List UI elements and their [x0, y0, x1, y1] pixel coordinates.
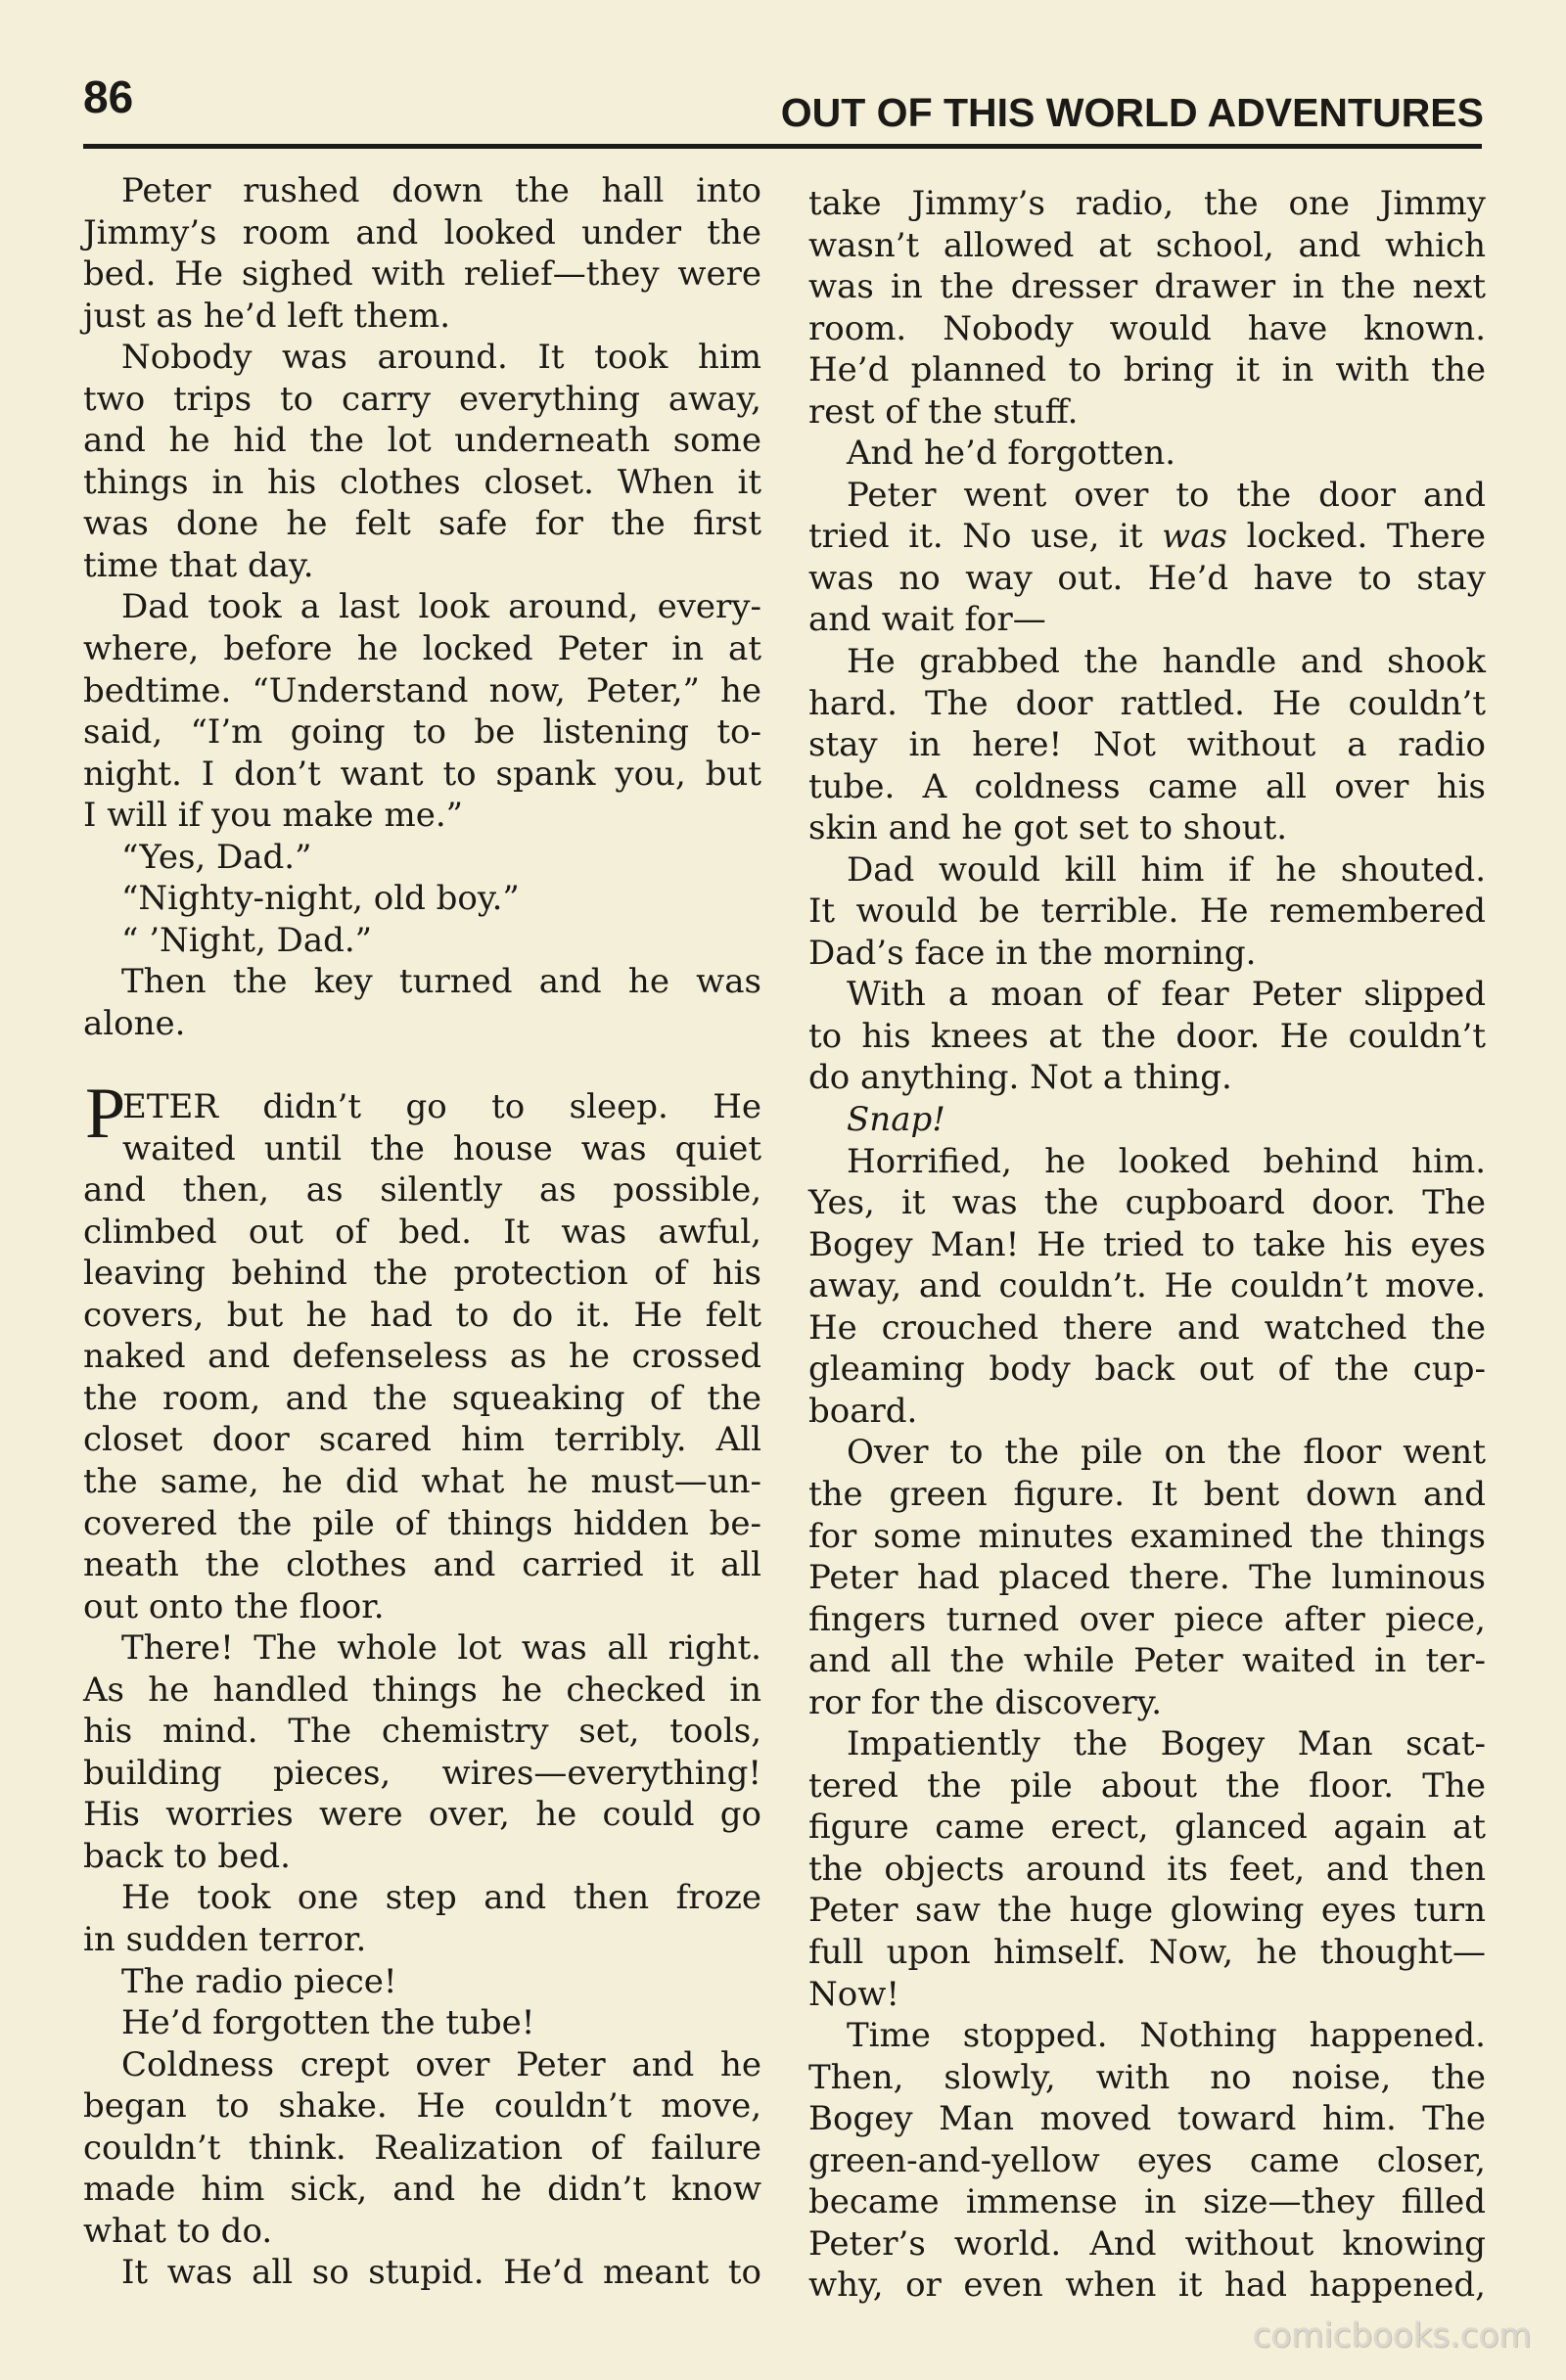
- paragraph: [83, 1961, 761, 2003]
- text-segment: locked. There: [1227, 517, 1486, 557]
- paragraph: [808, 849, 1486, 975]
- paragraph: [83, 1074, 761, 1627]
- text-segment: tried it. No use, it: [808, 517, 1163, 557]
- text-line: naked and defenseless as he crossed: [83, 1337, 761, 1377]
- paragraph: [808, 183, 1486, 433]
- text-line: away, and couldn’t. He couldn’t move.: [808, 1266, 1486, 1306]
- text-line: There! The whole lot was all right.: [121, 1628, 761, 1669]
- paragraph: [808, 974, 1486, 1099]
- text-line: ror for the discovery.: [808, 1682, 1163, 1722]
- paragraph: [83, 878, 761, 920]
- paragraph: [808, 1141, 1486, 1433]
- text-line: two trips to carry everything away,: [83, 379, 761, 419]
- text-line: the same, he did what he must—un-: [83, 1461, 761, 1501]
- text-line: why, or even when it had happened,: [808, 2266, 1486, 2306]
- paragraph: [83, 2252, 761, 2294]
- text-line: rest of the stuff.: [808, 391, 1079, 432]
- text-line: Bogey Man moved toward him. The: [808, 2099, 1486, 2139]
- text-line: couldn’t think. Realization of failure: [83, 2128, 761, 2168]
- text-line: things in his clothes closet. When it: [83, 462, 761, 502]
- text-line: bed. He sighed with relief—they were: [83, 254, 761, 295]
- paragraph: [808, 1432, 1486, 1723]
- text-line: became immense in size—they filled: [808, 2182, 1486, 2222]
- text-line: Peter’s world. And without knowing: [808, 2223, 1486, 2264]
- paragraph: [83, 920, 761, 962]
- drop-cap: P: [85, 1074, 126, 1155]
- text-line: out onto the floor.: [83, 1586, 385, 1626]
- text-line: was no way out. He’d have to stay: [808, 558, 1486, 598]
- text-line: and wait for—: [808, 600, 1046, 640]
- italic-text: was: [1162, 517, 1227, 557]
- text-line: He’d planned to bring it in with the: [808, 350, 1486, 390]
- text-line: tered the pile about the floor. The: [808, 1765, 1486, 1806]
- text-line: figure came erect, glanced again at: [808, 1808, 1486, 1848]
- text-line: With a moan of fear Peter slipped: [847, 975, 1486, 1015]
- text-line: It would be terrible. He remembered: [808, 892, 1486, 932]
- text-line: stay in here! Not without a radio: [808, 725, 1486, 765]
- text-line: [808, 1099, 1486, 1141]
- text-line: Bogey Man! He tried to take his eyes: [808, 1224, 1486, 1264]
- text-line: alone.: [83, 1003, 186, 1043]
- text-line: The radio piece!: [121, 1961, 397, 2001]
- text-line: do anything. Not a thing.: [808, 1058, 1232, 1098]
- text-line: Dad would kill him if he shouted.: [847, 849, 1486, 890]
- text-line: night. I don’t want to spank you, but: [83, 754, 761, 794]
- paragraph: [83, 337, 761, 586]
- paragraph: [808, 1099, 1486, 1141]
- text-line: the room, and the squeaking of the: [83, 1378, 761, 1418]
- paragraph: [808, 2015, 1486, 2307]
- text-line: just as he’d left them.: [83, 296, 451, 336]
- text-line: It was all so stupid. He’d meant to: [121, 2253, 761, 2293]
- text-line: and then, as silently as possible,: [83, 1170, 761, 1211]
- text-line: closet door scared him terribly. All: [83, 1420, 761, 1460]
- text-line: Coldness crept over Peter and he: [121, 2044, 761, 2084]
- text-line: wasn’t allowed at school, and which: [808, 225, 1486, 265]
- text-line: time that day.: [83, 545, 314, 585]
- paragraph: [83, 586, 761, 836]
- paragraph: [83, 2002, 761, 2044]
- text-line: “Nighty-night, old boy.”: [121, 879, 520, 919]
- italic-text: Snap!: [847, 1100, 945, 1140]
- text-line: Yes, it was the cupboard door. The: [808, 1183, 1486, 1223]
- text-line: Now!: [808, 1974, 899, 2014]
- text-line: Time stopped. Nothing happened.: [847, 2016, 1486, 2056]
- text-line: Peter rushed down the hall into: [121, 171, 761, 210]
- text-line: said, “I’m going to be listening to-: [83, 712, 761, 753]
- text-line: Over to the pile on the floor went: [847, 1433, 1486, 1473]
- text-line: what to do.: [83, 2211, 273, 2251]
- paragraph: [83, 2044, 761, 2253]
- text-line: I will if you make me.”: [83, 796, 464, 836]
- text-line: was done he felt safe for the first: [83, 504, 761, 544]
- text-line: He took one step and then froze: [121, 1878, 761, 1918]
- text-line: green-and-yellow eyes came closer,: [808, 2140, 1486, 2180]
- text-line: back to bed.: [83, 1836, 291, 1876]
- paragraph: [808, 1723, 1486, 2015]
- text-line: and he hid the lot underneath some: [83, 421, 761, 461]
- text-line: And he’d forgotten.: [847, 434, 1176, 474]
- text-line: for some minutes examined the things: [808, 1516, 1486, 1556]
- text-line: “Yes, Dad.”: [121, 837, 312, 877]
- text-line: Dad’s face in the morning.: [808, 933, 1257, 973]
- text-line: to his knees at the door. He couldn’t: [808, 1016, 1486, 1056]
- running-title: OUT OF THIS WORLD ADVENTURES: [780, 90, 1484, 135]
- paragraph: [83, 961, 761, 1044]
- text-line: his mind. The chemistry set, tools,: [83, 1712, 761, 1752]
- text-line: Then, slowly, with no noise, the: [808, 2057, 1486, 2097]
- text-line: take Jimmy’s radio, the one Jimmy: [808, 184, 1486, 223]
- paragraph: [83, 837, 761, 879]
- text-line: waited until the house was quiet: [122, 1128, 761, 1168]
- text-line: [808, 516, 1486, 558]
- text-line: board.: [808, 1391, 918, 1431]
- text-line: made him sick, and he didn’t know: [83, 2170, 761, 2210]
- text-line: His worries were over, he could go: [83, 1795, 761, 1835]
- text-line: fingers turned over piece after piece,: [808, 1599, 1486, 1639]
- text-line: full upon himself. Now, he thought—: [808, 1932, 1486, 1972]
- text-line: ETER didn’t go to sleep. He: [122, 1087, 761, 1127]
- text-line: Dad took a last look around, every-: [121, 587, 761, 627]
- paragraph: [808, 475, 1486, 641]
- text-line: He crouched there and watched the: [808, 1307, 1486, 1348]
- text-line: leaving behind the protection of his: [83, 1254, 761, 1294]
- header-rule: [83, 144, 1482, 149]
- right-column: [808, 183, 1486, 2307]
- text-line: He’d forgotten the tube!: [121, 2003, 535, 2043]
- text-line: was in the dresser drawer in the next: [808, 267, 1486, 307]
- text-line: Peter had placed there. The luminous: [808, 1558, 1486, 1598]
- text-line: climbed out of bed. It was awful,: [83, 1212, 761, 1252]
- text-line: Peter went over to the door and: [847, 475, 1486, 515]
- text-line: Peter saw the huge glowing eyes turn: [808, 1891, 1486, 1931]
- text-line: covered the pile of things hidden be-: [83, 1503, 761, 1543]
- text-line: Jimmy’s room and looked under the: [83, 212, 761, 252]
- text-line: As he handled things he checked in: [83, 1670, 761, 1710]
- text-line: “ ’Night, Dad.”: [121, 920, 373, 960]
- paragraph: [83, 1877, 761, 1960]
- text-line: room. Nobody would have known.: [808, 308, 1486, 348]
- text-line: the green figure. It bent down and: [808, 1474, 1486, 1514]
- text-line: skin and he got set to shout.: [808, 808, 1288, 848]
- text-line: bedtime. “Understand now, Peter,” he: [83, 670, 761, 710]
- page-number: 86: [83, 71, 134, 122]
- text-line: began to shake. He couldn’t move,: [83, 2086, 761, 2127]
- paragraph: [808, 433, 1486, 475]
- watermark: comicbooks.com: [1253, 2316, 1532, 2356]
- paragraph: [83, 1627, 761, 1877]
- text-line: tube. A coldness came all over his: [808, 766, 1486, 806]
- text-line: Impatiently the Bogey Man scat-: [847, 1724, 1486, 1764]
- text-line: building pieces, wires—everything!: [83, 1753, 761, 1793]
- left-column: [83, 170, 761, 2294]
- text-line: where, before he locked Peter in at: [83, 629, 761, 669]
- paragraph: [808, 641, 1486, 849]
- text-line: hard. The door rattled. He couldn’t: [808, 683, 1486, 723]
- text-line: in sudden terror.: [83, 1919, 367, 1959]
- paragraph: [83, 170, 761, 337]
- text-line: He grabbed the handle and shook: [847, 642, 1486, 682]
- text-line: the objects around its feet, and then: [808, 1849, 1486, 1889]
- text-line: neath the clothes and carried it all: [83, 1545, 761, 1585]
- text-line: Then the key turned and he was: [121, 962, 761, 1002]
- text-line: covers, but he had to do it. He felt: [83, 1295, 761, 1335]
- text-line: Nobody was around. It took him: [121, 338, 761, 378]
- text-line: gleaming body back out of the cup-: [808, 1350, 1486, 1390]
- text-line: and all the while Peter waited in ter-: [808, 1641, 1486, 1681]
- text-line: Horrified, he looked behind him.: [847, 1141, 1486, 1181]
